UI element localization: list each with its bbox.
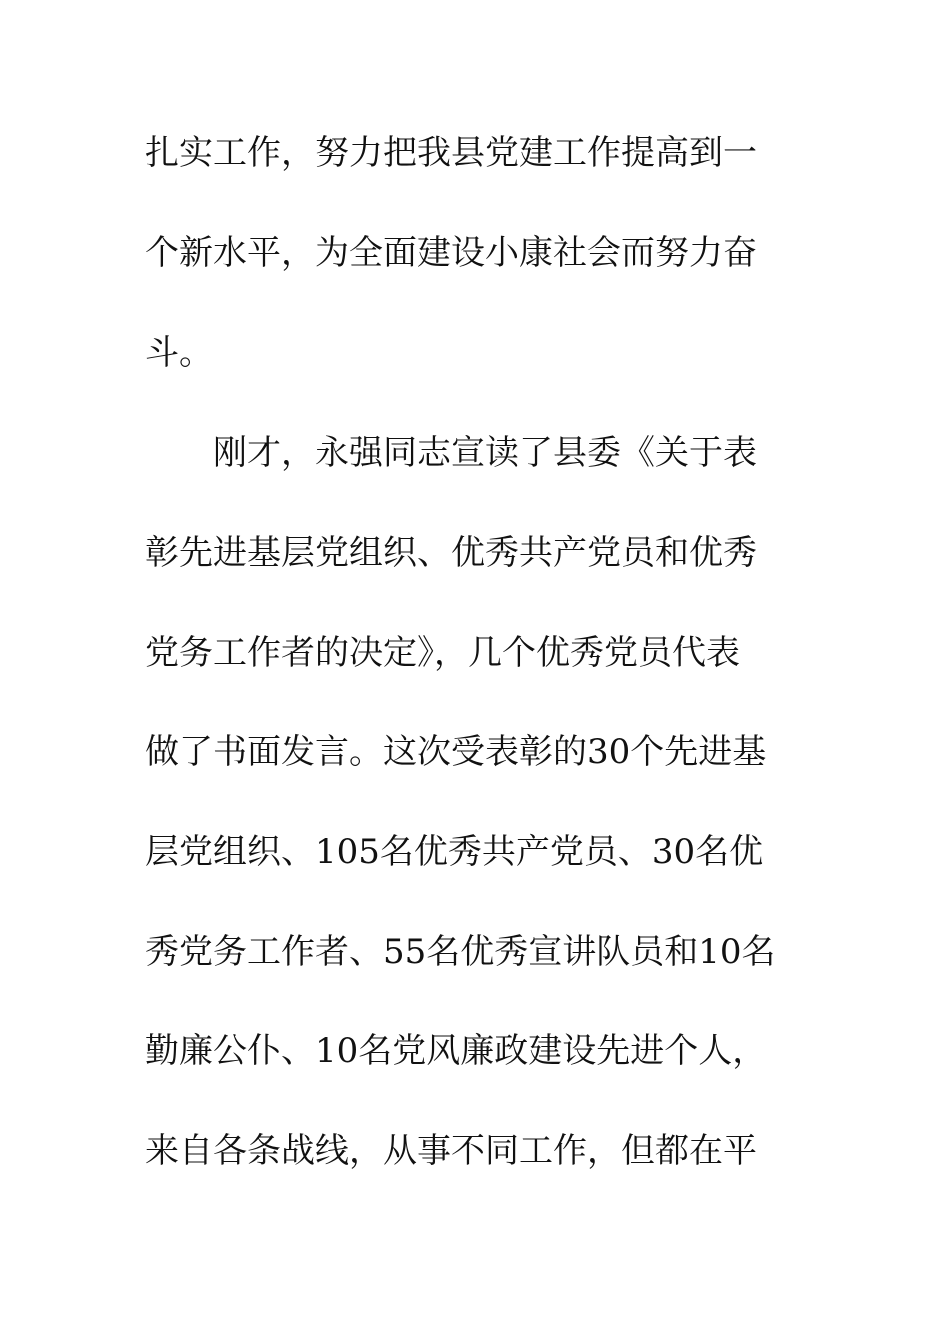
text-line: 斗。: [145, 333, 213, 373]
text-line: 刚才，永强同志宣读了县委《关于表: [145, 433, 757, 473]
text-line: 勤廉公仆、10名党风廉政建设先进个人，: [145, 1031, 767, 1071]
text-line: 个新水平，为全面建设小康社会而努力奋: [145, 233, 757, 273]
text-line: 党务工作者的决定》，几个优秀党员代表: [145, 633, 740, 673]
text-line: 层党组织、105名优秀共产党员、30名优: [145, 832, 764, 872]
text-line: 彰先进基层党组织、优秀共产党员和优秀: [145, 533, 757, 573]
text-line: 扎实工作，努力把我县党建工作提高到一: [145, 133, 757, 173]
text-line: 做了书面发言。这次受表彰的30个先进基: [145, 732, 767, 772]
text-line: 秀党务工作者、55名优秀宣讲队员和10名: [145, 932, 776, 972]
text-line: 来自各条战线，从事不同工作，但都在平: [145, 1131, 757, 1171]
